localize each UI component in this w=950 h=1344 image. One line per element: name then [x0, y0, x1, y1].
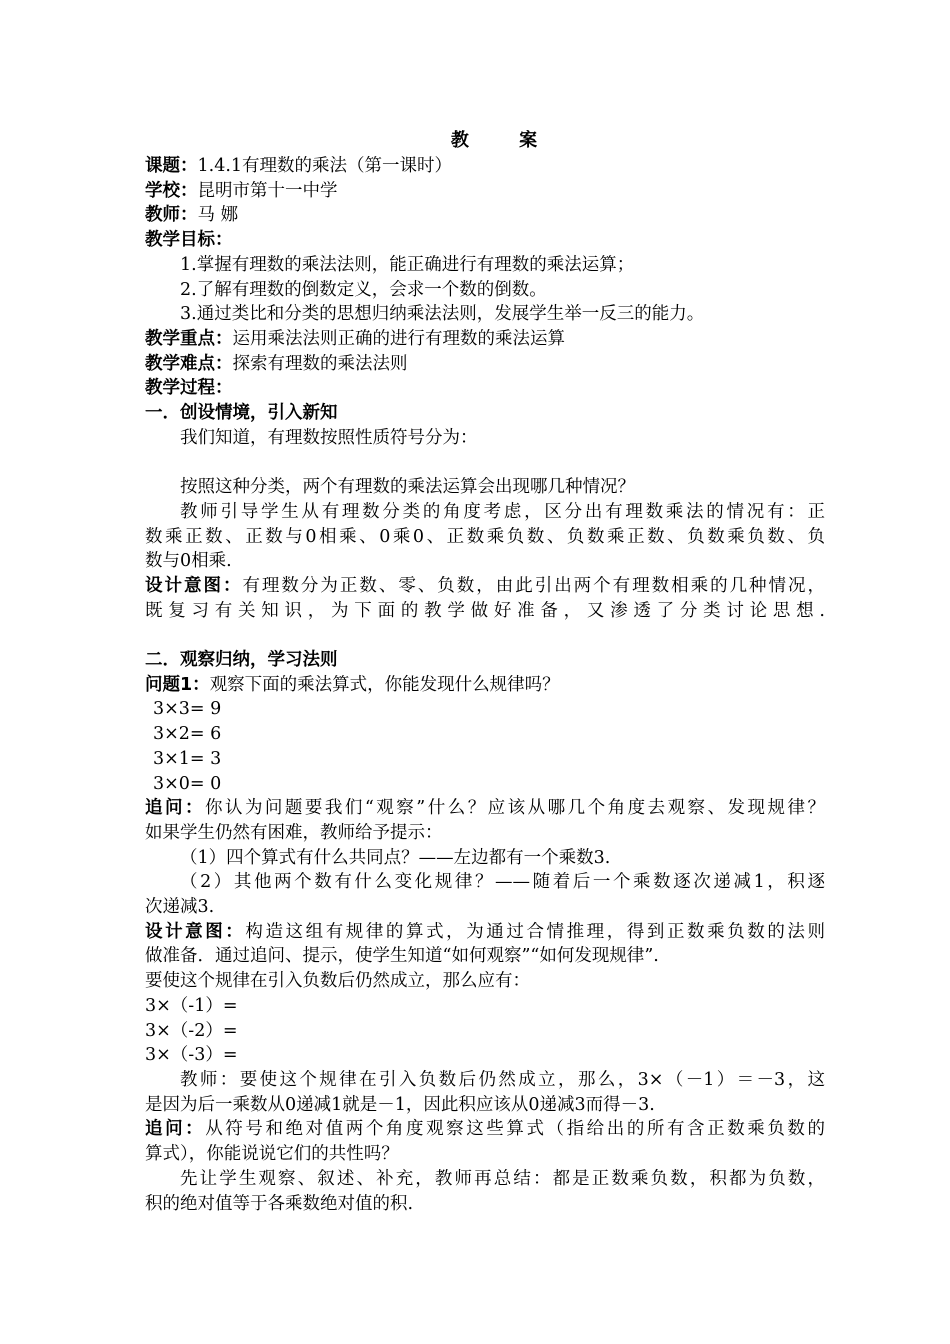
neg-equation: 3×（-2）=: [145, 1020, 238, 1041]
topic-label: 课题：: [145, 156, 198, 176]
topic-value: 1.4.1有理数的乘法（第一课时）: [197, 156, 453, 176]
school-label: 学校：: [145, 180, 198, 201]
hint-line: （1）四个算式有什么共同点？——左边都有一个乘数3.: [180, 847, 611, 868]
intent-label: 设计意图：: [145, 921, 246, 942]
ask-line: [145, 796, 825, 821]
rule-line: 要使这个规律在引入负数后仍然成立，那么应有：: [145, 971, 530, 992]
question-text: 观察下面的乘法算式，你能发现什么规律吗？: [209, 674, 560, 695]
intent-label: 设计意图：: [145, 575, 243, 596]
school-value: 昆明市第十一中学: [197, 180, 338, 201]
teacher-explanation: 是因为后一乘数从0递减1就是－1，因此积应该从0递减3而得－3.: [145, 1094, 655, 1115]
goals-label: 教学目标：: [145, 230, 233, 251]
equation: 3×2= 6: [153, 724, 222, 745]
ask-label: 追问：: [145, 798, 205, 819]
question-label: 问题1：: [145, 674, 210, 695]
equation: 3×1= 3: [153, 748, 222, 769]
section1-paragraph: 数乘正数、正数与0相乘、0乘0、正数乘负数、负数乘正数、负数乘负数、负: [145, 526, 825, 547]
ask2-line: [145, 1117, 825, 1142]
blank-line: [145, 450, 825, 475]
document-title: 教 案: [450, 130, 560, 151]
goal-item: 2.了解有理数的倒数定义，会求一个数的倒数。: [180, 279, 547, 300]
question-line: [145, 673, 825, 698]
school-line: [145, 179, 825, 204]
blank-line: [145, 623, 825, 648]
summary-line: 积的绝对值等于各乘数绝对值的积.: [145, 1193, 414, 1214]
section1-paragraph: 按照这种分类，两个有理数的乘法运算会出现哪几种情况？: [180, 477, 635, 498]
ask2-text: 从符号和绝对值两个角度观察这些算式（指给出的所有含正数乘负数的: [205, 1119, 826, 1140]
section1-intent: [145, 574, 825, 599]
teacher-explanation: 教师：要使这个规律在引入负数后仍然成立，那么，3×（－1）＝－3，这: [180, 1069, 825, 1090]
ask-line: 如果学生仍然有困难，教师给予提示：: [145, 822, 443, 843]
intent-text: 构造这组有规律的算式，为通过合情推理，得到正数乘负数的法则: [245, 921, 826, 942]
hint-line: 次递减3.: [145, 897, 215, 918]
section1-intent: 既复习有关知识，为下面的教学做好准备，又渗透了分类讨论思想.: [145, 600, 825, 621]
equation: 3×0= 0: [153, 773, 222, 794]
process-label: 教学过程：: [145, 378, 233, 399]
section1-paragraph: 数与0相乘.: [145, 551, 232, 572]
hint-line: （2）其他两个数有什么变化规律？——随着后一个乘数逐次递减1，积逐: [180, 872, 825, 893]
key-value: 运用乘法法则正确的进行有理数的乘法运算: [232, 328, 565, 349]
difficulty-label: 教学难点：: [145, 353, 233, 374]
teacher-line: [145, 203, 825, 228]
ask-text: 你认为问题要我们“观察”什么？应该从哪几个角度去观察、发现规律？: [204, 798, 825, 819]
section2-intent: 做准备．通过追问、提示，使学生知道“如何观察”“如何发现规律”.: [145, 946, 659, 967]
goal-item: 3.通过类比和分类的思想归纳乘法法则，发展学生举一反三的能力。: [180, 304, 705, 325]
neg-equation: 3×（-1）=: [145, 995, 238, 1016]
key-point-line: [145, 327, 825, 352]
section2-heading: 二．观察归纳，学习法则: [145, 650, 338, 671]
neg-equation: 3×（-3）=: [145, 1045, 238, 1066]
section1-paragraph: 教师引导学生从有理数分类的角度考虑，区分出有理数乘法的情况有：正: [180, 501, 825, 522]
summary-line: 先让学生观察、叙述、补充，教师再总结：都是正数乘负数，积都为负数，: [180, 1168, 825, 1189]
ask2-label: 追问：: [145, 1119, 206, 1140]
teacher-label: 教师：: [145, 205, 198, 226]
goal-item: 1.掌握有理数的乘法法则，能正确进行有理数的乘法运算；: [180, 254, 635, 275]
difficulty-line: [145, 352, 825, 377]
lesson-plan-page: [145, 128, 825, 1216]
teacher-value: 马 娜: [197, 205, 239, 226]
equation: 3×3= 9: [153, 699, 222, 720]
section2-intent: [145, 920, 825, 945]
section1-paragraph: 我们知道，有理数按照性质符号分为：: [180, 427, 478, 448]
difficulty-value: 探索有理数的乘法法则: [232, 353, 408, 374]
ask2-line: 算式），你能说说它们的共性吗？: [145, 1144, 399, 1165]
topic-line: [145, 154, 825, 179]
key-label: 教学重点：: [145, 328, 233, 349]
intent-text: 有理数分为正数、零、负数，由此引出两个有理数相乘的几种情况，: [242, 575, 826, 596]
section1-heading: 一．创设情境，引入新知: [145, 403, 338, 424]
